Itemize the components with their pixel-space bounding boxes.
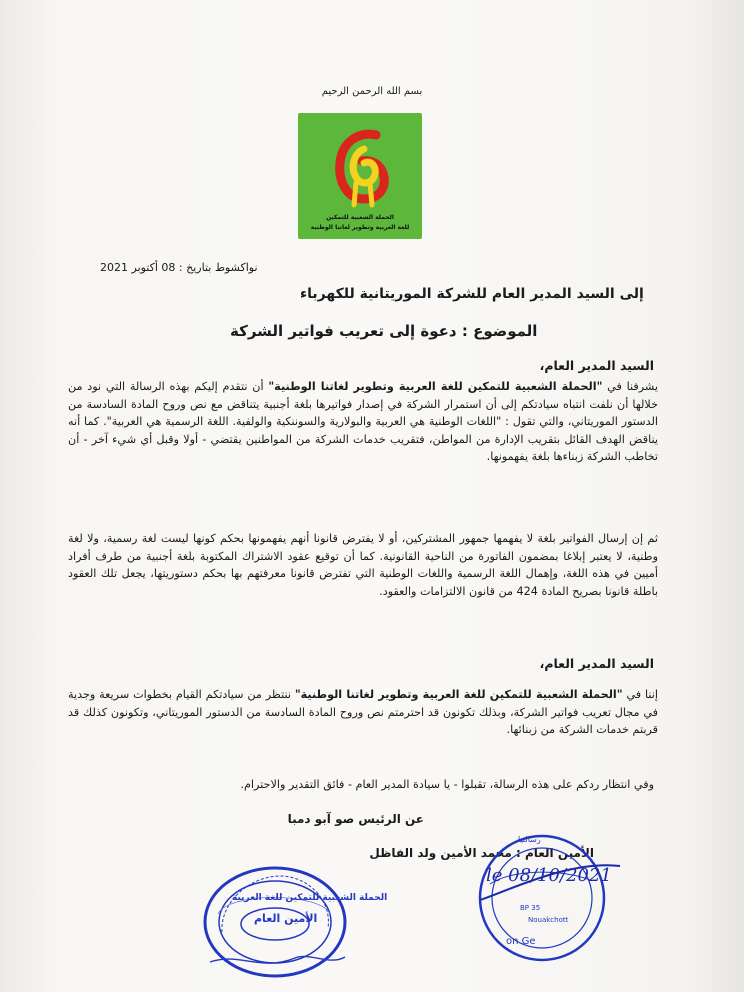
- stamp-left-outer-text: الحملة الشعبية للتمكين للغة العربية: [232, 893, 388, 903]
- logo-line-2: للغة العربية وتطوير لغاتنا الوطنية: [310, 224, 410, 231]
- paragraph-1-prefix: يشرفنا في: [602, 380, 658, 393]
- paragraph-3-body: ننتظر من سيادتكم القيام بخطوات سريعة وجدية في مجال تعريب فواتير الشركة، وبذلك تكونون قد احترمتم نص وروح المادة السادسة من الدستور الموريتاني، وتكونون كذلك قد قربتم خدمات الشركة من زبنائها.: [68, 688, 658, 737]
- paragraph-1: [68, 378, 658, 466]
- basmala: بسم الله الرحمن الرحيم: [321, 86, 423, 97]
- salutation-2: السيد المدير العام،: [539, 656, 654, 671]
- paragraph-2-body: ثم إن إرسال الفواتير بلغة لا يفهمها جمهور المشتركين، أو لا يفترض قانونا أنهم يفهمونها بحكم كونها ليست لغة رسمية، ولا لغة وطنية، لا يعتبر إبلاغا بمضمون الفاتورة من الناحية القانونية. كما أن توقيع عقود الاشتراك المكتوبة بلغة أجنبية من طرف أفراد أميين في هذه اللغة، وإهمال اللغة الرسمية واللغات الوطنية التي تفترض قانونا معرفتهم بها بحكم دستوريتها، يجعل تلك العقود باطلة قانونا بصريح المادة 424 من قانون الالتزامات والعقود.: [68, 532, 658, 598]
- date-line: نواكشوط بتاريخ : 08 أكتوبر 2021: [100, 261, 258, 274]
- paragraph-1-org: "الحملة الشعبية للتمكين للغة العربية وتطوير لغاتنا الوطنية": [268, 380, 603, 393]
- signature-secretary: الأمين العام : محمد الأمين ولد الفاظل: [369, 846, 594, 860]
- paragraph-3-prefix: إننا في: [622, 688, 658, 701]
- stamp-right-icon: [470, 820, 630, 970]
- paragraph-2: [68, 530, 658, 600]
- logo-line-1: الحملة الشعبية للتمكين: [326, 214, 394, 221]
- signature-president: عن الرئيس صو آبو دمبا: [287, 812, 424, 826]
- stamp-right-fragment: on Ge: [506, 936, 536, 947]
- paragraph-3-org: "الحملة الشعبية للتمكين للغة العربية وتطوير لغاتنا الوطنية": [294, 688, 623, 701]
- stamp-right-city: Nouakchott: [528, 916, 569, 924]
- stamp-left-center-text: الأمين العام: [254, 912, 318, 925]
- campaign-logo: [298, 113, 422, 239]
- paragraph-1-body: أن نتقدم إليكم بهذه الرسالة التي نود من خلالها أن نلفت انتباه سيادتكم إلى أن استمرار الشركة في إصدار فواتيرها بلغة أجنبية يتناقض مع نص وروح المادة السادسة من الدستور الموريتاني، والتي تقول : "اللغات الوطنية هي العربية والبولارية والسوننكية والولفية. اللغة الرسمية هي العربية". كما أنه يناقض الهدف القائل بتقريب الإدارة من المواطن، فتقريب خدمات الشركة من المواطنين يقتضي - أولا وقبل أي شيء آخر - أن تخاطب الشركة زبناءها بلغة يفهمونها.: [68, 380, 658, 464]
- subject-heading: الموضوع : دعوة إلى تعريب فواتير الشركة: [230, 322, 538, 340]
- closing-line: وفي انتظار ردكم على هذه الرسالة، تقبلوا - يا سيادة المدير العام - فائق التقدير والاحترام.: [240, 778, 654, 791]
- paragraph-3: [68, 686, 658, 739]
- stamp-right-handwriting: le 08/10/2021: [486, 865, 612, 886]
- stamp-right-bp: BP 35: [520, 904, 541, 912]
- recipient-heading: إلى السيد المدير العام للشركة الموريتانية للكهرباء: [300, 286, 644, 302]
- salutation-1: السيد المدير العام،: [539, 358, 654, 373]
- stamp-right-arabic: رسالتيا: [518, 835, 541, 844]
